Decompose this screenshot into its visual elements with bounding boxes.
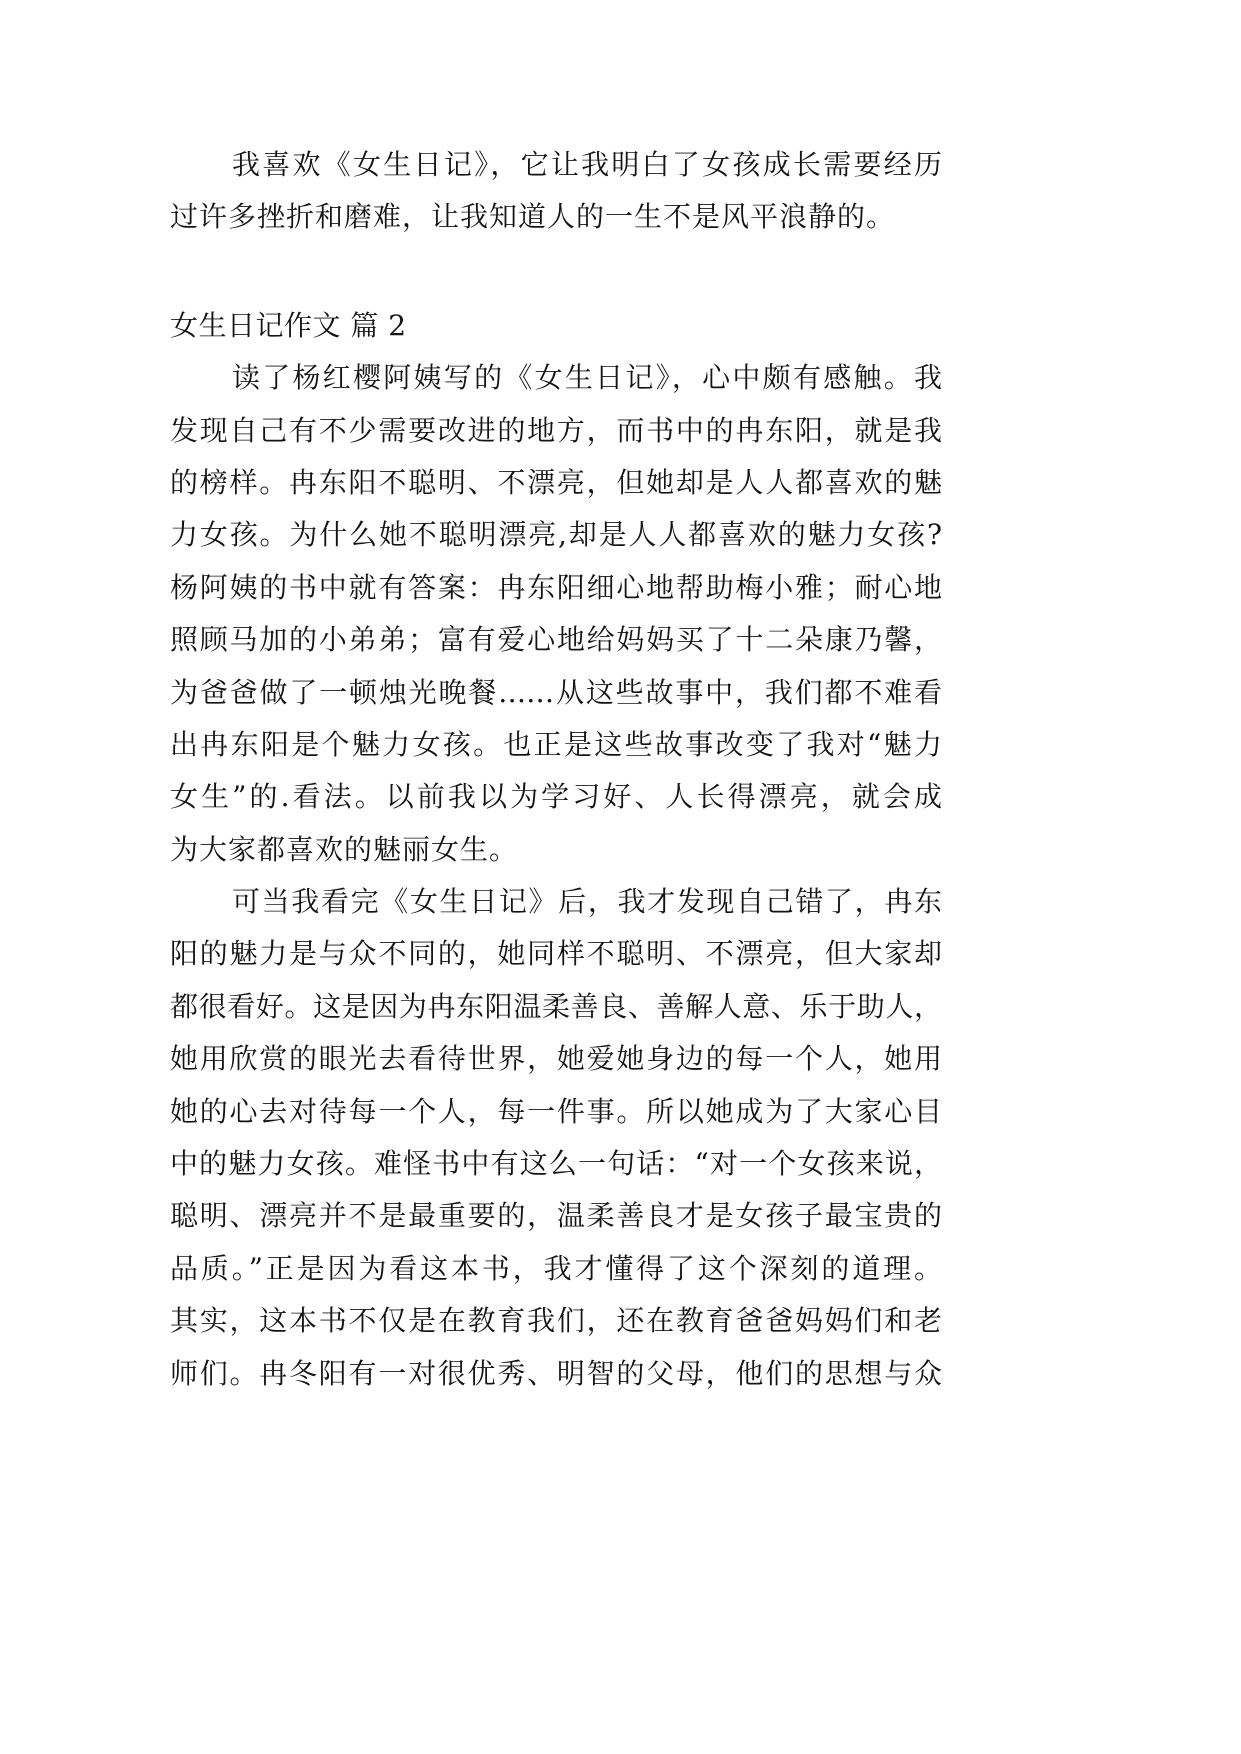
paragraph-line: 阳的魅力是与众不同的，她同样不聪明、不漂亮，但大家却 xyxy=(170,937,942,971)
paragraph-line: 品质。”正是因为看这本书，我才懂得了这个深刻的道理。 xyxy=(170,1251,942,1285)
paragraph-line: 都很看好。这是因为冉东阳温柔善良、善解人意、乐于助人， xyxy=(170,989,942,1023)
paragraph-line: 出冉东阳是个魅力女孩。也正是这些故事改变了我对“魅力 xyxy=(170,727,942,761)
document-body xyxy=(170,139,942,1400)
paragraph-line: 发现自己有不少需要改进的地方，而书中的冉东阳，就是我 xyxy=(170,413,942,447)
paragraph-line: 读了杨红樱阿姨写的《女生日记》，心中颇有感触。我 xyxy=(232,361,942,395)
paragraph-line: 为大家都喜欢的魅丽女生。 xyxy=(170,832,519,866)
paragraph-line: 她用欣赏的眼光去看待世界，她爱她身边的每一个人，她用 xyxy=(170,1042,942,1076)
paragraph-gap xyxy=(170,244,942,300)
section-heading: 女生日记作文 篇 2 xyxy=(170,308,407,342)
paragraph-line: 女生”的.看法。以前我以为学习好、人长得漂亮，就会成 xyxy=(170,780,942,814)
paragraph-line: 师们。冉冬阳有一对很优秀、明智的父母，他们的思想与众 xyxy=(170,1356,942,1390)
paragraph-line: 杨阿姨的书中就有答案：冉东阳细心地帮助梅小雅；耐心地 xyxy=(170,570,942,604)
paragraph-line: 照顾马加的小弟弟；富有爱心地给妈妈买了十二朵康乃馨， xyxy=(170,623,942,657)
paragraph-line: 的榜样。冉东阳不聪明、不漂亮，但她却是人人都喜欢的魅 xyxy=(170,465,942,499)
paragraph-line: 她的心去对待每一个人，每一件事。所以她成为了大家心目 xyxy=(170,1094,942,1128)
paragraph-line: 可当我看完《女生日记》后，我才发现自己错了，冉东 xyxy=(232,885,942,919)
paragraph-line: 为爸爸做了一顿烛光晚餐……从这些故事中，我们都不难看 xyxy=(170,675,942,709)
paragraph-line: 我喜欢《女生日记》，它让我明白了女孩成长需要经历 xyxy=(232,148,942,181)
paragraph-line: 中的魅力女孩。难怪书中有这么一句话：“对一个女孩来说， xyxy=(170,1147,942,1181)
body-paragraph-2 xyxy=(170,876,942,1400)
intro-paragraph xyxy=(170,139,942,244)
paragraph-line: 其实，这本书不仅是在教育我们，还在教育爸爸妈妈们和老 xyxy=(170,1304,942,1338)
paragraph-line: 聪明、漂亮并不是最重要的，温柔善良才是女孩子最宝贵的 xyxy=(170,1199,942,1233)
paragraph-line: 过许多挫折和磨难，让我知道人的一生不是风平浪静的。 xyxy=(170,200,896,234)
paragraph-line: 力女孩。为什么她不聪明漂亮,却是人人都喜欢的魅力女孩? xyxy=(170,518,942,552)
body-paragraph-1 xyxy=(170,352,942,876)
